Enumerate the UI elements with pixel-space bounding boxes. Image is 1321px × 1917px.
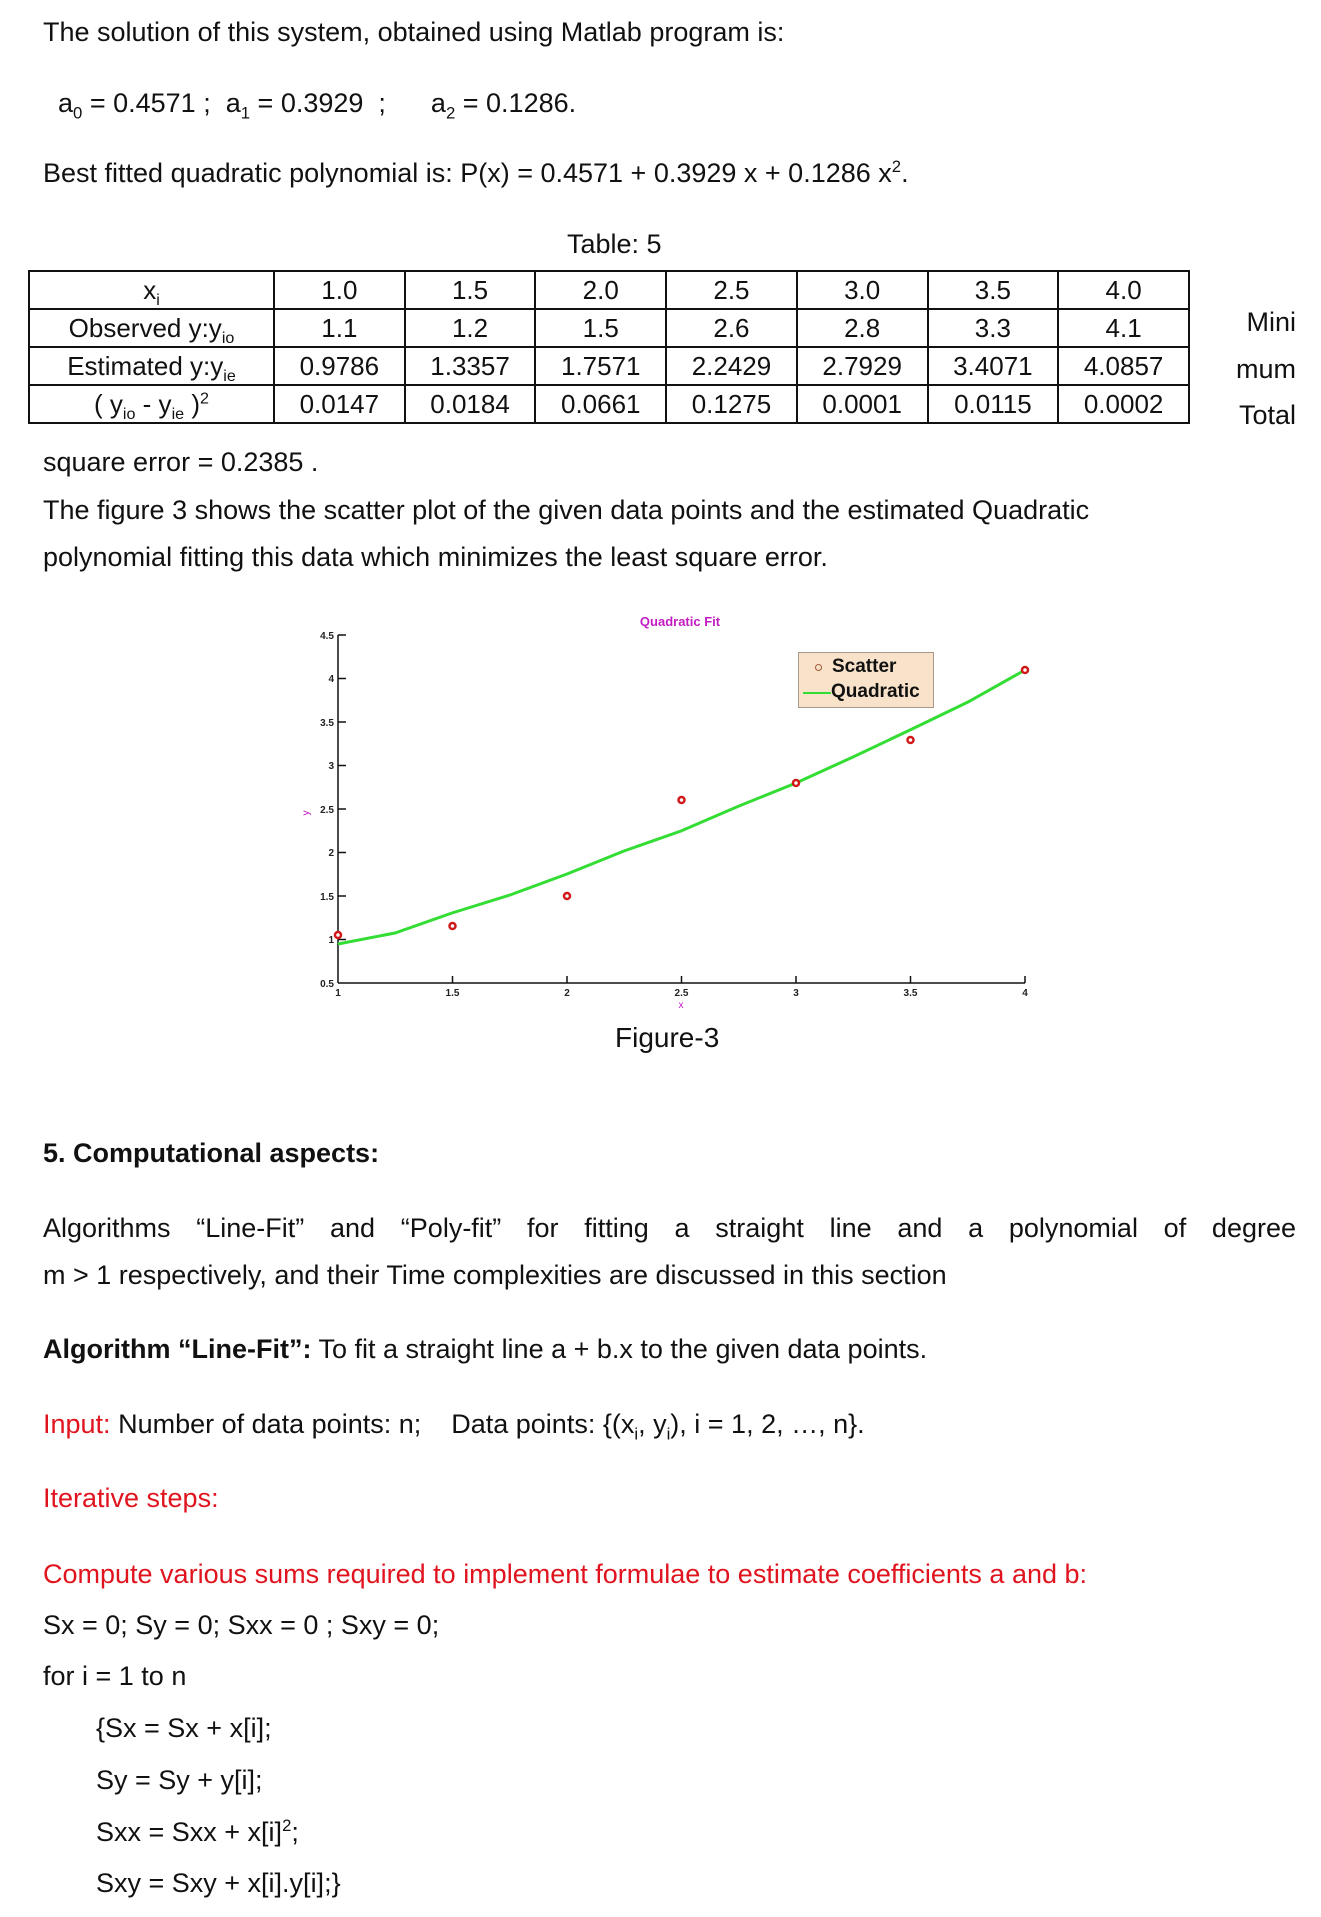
y-tick-labels	[320, 631, 334, 990]
algorithm-title: Algorithm “Line-Fit”:	[43, 1334, 312, 1364]
cell: 2.2429	[666, 347, 797, 385]
cell: 0.0184	[405, 385, 536, 423]
section-para-1: Algorithms “Line-Fit” and “Poly-fit” for fitting a straight line and a polynomial of degree	[43, 1213, 1296, 1243]
coef-a1-value: = 0.3929 ;	[250, 88, 431, 118]
label-tail: )	[184, 389, 200, 419]
code-line-sy: Sy = Sy + y[i];	[96, 1765, 263, 1795]
label-text: ( y	[94, 389, 123, 419]
x-tick: 1.5	[445, 988, 460, 999]
table-caption: Table: 5	[567, 229, 662, 259]
figure-desc-1: The figure 3 shows the scatter plot of the given data points and the estimated Quadratic	[43, 495, 1090, 525]
cell: 1.5	[535, 309, 666, 347]
cell: 0.0661	[535, 385, 666, 423]
x-tick: 3.5	[903, 988, 918, 999]
data-point	[908, 737, 914, 743]
cell: 2.6	[666, 309, 797, 347]
input-sub-1: i	[634, 1424, 639, 1444]
label-sub: i	[156, 291, 160, 310]
coef-a2-value: = 0.1286.	[455, 88, 577, 118]
label-sub: io	[221, 329, 235, 348]
data-point	[679, 797, 685, 803]
label-text: x	[143, 275, 157, 305]
y-tick: 3	[328, 761, 334, 772]
data-point	[793, 780, 799, 786]
y-tick: 4.5	[320, 631, 334, 642]
figure-caption: Figure-3	[615, 1022, 720, 1053]
y-tick: 3.5	[320, 718, 334, 729]
best-fit-prefix: Best fitted quadratic polynomial is: P(x) = 0.4571 + 0.3929 x + 0.1286 x	[43, 158, 892, 188]
input-label: Input:	[43, 1409, 111, 1439]
side-note-2: mum	[1236, 354, 1296, 384]
cell: 3.5	[928, 271, 1059, 309]
cell: 1.1	[274, 309, 405, 347]
section-para-2: m > 1 respectively, and their Time complexities are discussed in this section	[43, 1260, 947, 1290]
cell: 4.0857	[1058, 347, 1189, 385]
cell: 3.4071	[928, 347, 1059, 385]
init-sums: Sx = 0; Sy = 0; Sxx = 0 ; Sxy = 0;	[43, 1610, 440, 1640]
coef-a0-sub: 0	[73, 103, 83, 123]
cell: 2.7929	[797, 347, 928, 385]
side-note-3: Total	[1238, 400, 1296, 430]
data-point	[450, 923, 456, 929]
iterative-steps-label: Iterative steps:	[43, 1483, 219, 1513]
cell: 2.8	[797, 309, 928, 347]
y-tick: 2.5	[320, 805, 334, 816]
section-heading: 5. Computational aspects:	[43, 1138, 380, 1168]
cell: 0.0001	[797, 385, 928, 423]
cell: 4.1	[1058, 309, 1189, 347]
for-loop: for i = 1 to n	[43, 1661, 187, 1691]
y-tick: 1.5	[320, 892, 334, 903]
code-sxx-prefix: Sxx = Sxx + x[i]	[96, 1817, 283, 1847]
y-tick: 2	[328, 848, 334, 859]
y-tick: 0.5	[320, 979, 334, 990]
compute-sums-label: Compute various sums required to implement formulae to estimate coefficients a and b:	[43, 1559, 1088, 1589]
x-tick-labels	[335, 988, 1028, 999]
legend-label-quadratic: Quadratic	[831, 681, 920, 702]
solution-intro: The solution of this system, obtained using Matlab program is:	[43, 17, 785, 47]
x-tick: 2	[564, 988, 570, 999]
y-axis	[338, 635, 346, 983]
input-line	[43, 1408, 865, 1444]
legend-label-scatter: Scatter	[832, 656, 897, 677]
algorithm-desc: To fit a straight line a + b.x to the given data points.	[311, 1334, 928, 1364]
input-text-2: , y	[638, 1409, 667, 1439]
y-tick: 1	[328, 935, 334, 946]
coef-a1-sub: 1	[240, 103, 251, 123]
figure-desc-2: polynomial fitting this data which minimizes the least square error.	[43, 542, 828, 572]
code-sxx-sup: 2	[282, 1816, 292, 1835]
cell: 0.0002	[1058, 385, 1189, 423]
quadratic-fit-line	[338, 670, 1025, 944]
cell: 1.0	[274, 271, 405, 309]
x-axis-label: x	[678, 1000, 684, 1011]
cell: 0.1275	[666, 385, 797, 423]
x-tick: 4	[1022, 988, 1028, 999]
chart-legend	[798, 652, 934, 708]
side-note-1: Mini	[1246, 307, 1296, 337]
label-sub: ie	[223, 367, 236, 386]
label-sub2: ie	[171, 405, 185, 424]
algorithm-line-fit	[43, 1333, 927, 1365]
coef-a1-name: a	[225, 88, 241, 118]
coef-a2-sub: 2	[445, 103, 456, 123]
data-point	[564, 893, 570, 899]
label-sub: io	[122, 405, 136, 424]
input-sub-2: i	[666, 1424, 671, 1444]
best-fit-suffix: .	[901, 158, 909, 188]
data-point	[1022, 667, 1028, 673]
input-text-1: Number of data points: n; Data points: {(x	[110, 1409, 635, 1439]
code-line-sx: {Sx = Sx + x[i];	[96, 1713, 272, 1743]
label-text: Observed y:y	[68, 313, 222, 343]
x-tick: 3	[793, 988, 799, 999]
coef-a2-name: a	[430, 88, 446, 118]
coef-a0-name: a	[58, 88, 74, 118]
data-point	[335, 932, 341, 938]
label-text: Estimated y:y	[67, 351, 224, 381]
cell: 1.3357	[405, 347, 536, 385]
cell: 1.2	[405, 309, 536, 347]
cell: 0.0147	[274, 385, 405, 423]
chart-title: Quadratic Fit	[639, 614, 721, 629]
code-line-sxy: Sxy = Sxy + x[i].y[i];}	[96, 1868, 341, 1898]
x-tick: 1	[335, 988, 341, 999]
code-line-sxx	[96, 1816, 299, 1848]
cell: 2.0	[535, 271, 666, 309]
label-mid: - y	[135, 389, 172, 419]
cell: 3.3	[928, 309, 1059, 347]
cell: 0.9786	[274, 347, 405, 385]
coef-a0-value: = 0.4571 ;	[82, 88, 226, 118]
input-text-3: ), i = 1, 2, …, n}.	[670, 1409, 865, 1439]
cell: 1.5	[405, 271, 536, 309]
x-tick: 2.5	[674, 988, 689, 999]
cell: 1.7571	[535, 347, 666, 385]
scatter-marker-icon	[815, 664, 822, 671]
code-sxx-suffix: ;	[291, 1817, 299, 1847]
line-marker-icon	[803, 692, 831, 694]
best-fit-sup: 2	[891, 157, 902, 176]
y-axis-label: y	[301, 810, 312, 816]
cell: 4.0	[1058, 271, 1189, 309]
y-tick: 4	[328, 674, 334, 685]
x-axis	[338, 976, 1025, 983]
cell: 2.5	[666, 271, 797, 309]
cell: 0.0115	[928, 385, 1059, 423]
label-sup: 2	[200, 389, 209, 408]
cell: 3.0	[797, 271, 928, 309]
square-error-line: square error = 0.2385 .	[43, 447, 319, 477]
